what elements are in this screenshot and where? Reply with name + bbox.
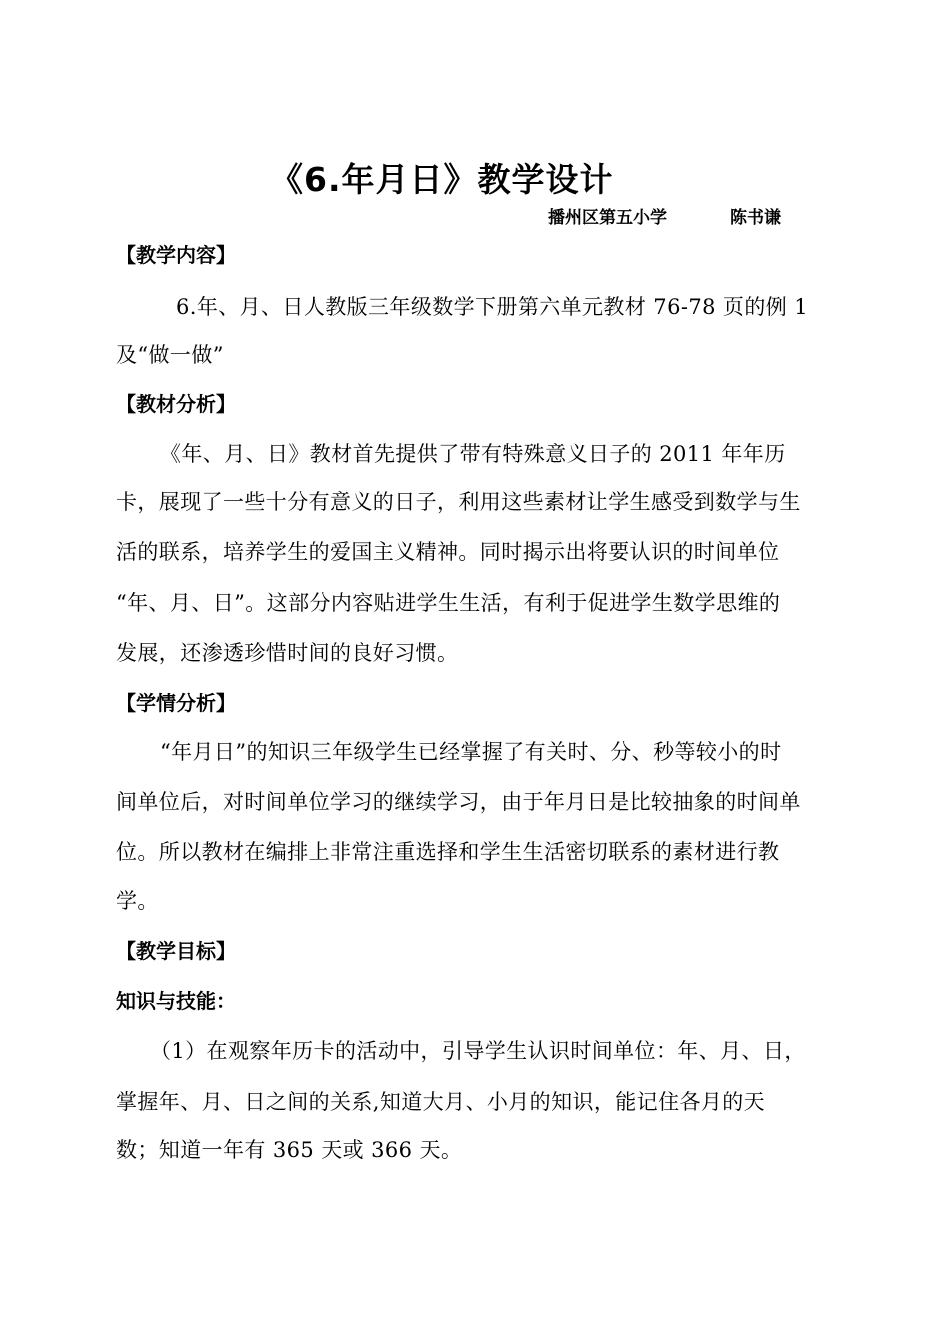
paragraph-line: 数；知道一年有 365 天或 366 天。	[116, 1138, 463, 1162]
paragraph-line: 及“做一做”	[116, 343, 224, 367]
paragraph-line: 位。所以教材在编排上非常注重选择和学生生活密切联系的素材进行教	[116, 840, 780, 864]
paragraph-line: （1）在观察年历卡的活动中，引导学生认识时间单位：年、月、日，	[150, 1039, 806, 1063]
paragraph-line: 学。	[116, 889, 159, 913]
school-name: 播州区第五小学	[548, 208, 667, 228]
section-heading-goals: 【教学目标】	[116, 939, 236, 963]
paragraph-line: 6.年、月、日人教版三年级数学下册第六单元教材 76-78 页的例 1	[176, 295, 808, 319]
paragraph-line: 卡，展现了一些十分有意义的日子，利用这些素材让学生感受到数学与生	[116, 490, 801, 514]
paragraph-line: 《年、月、日》教材首先提供了带有特殊意义日子的 2011 年年历	[160, 442, 786, 466]
paragraph-line: “年、月、日”。这部分内容贴进学生生活，有利于促进学生数学思维的	[116, 591, 781, 615]
paragraph-line: “年月日”的知识三年级学生已经掌握了有关时、分、秒等较小的时	[160, 740, 782, 764]
paragraph-line: 掌握年、月、日之间的关系,知道大月、小月的知识，能记住各月的天	[116, 1090, 766, 1114]
paragraph-line: 活的联系，培养学生的爱国主义精神。同时揭示出将要认识的时间单位	[116, 540, 780, 564]
document-title: 《6.年月日》教学设计	[270, 160, 614, 199]
author-name: 陈书谦	[730, 208, 781, 228]
section-heading-students: 【学情分析】	[116, 691, 236, 715]
subheading-knowledge-skills: 知识与技能：	[116, 989, 236, 1013]
paragraph-line: 发展，还渗透珍惜时间的良好习惯。	[116, 641, 459, 665]
paragraph-line: 间单位后，对时间单位学习的继续学习，由于年月日是比较抽象的时间单	[116, 790, 801, 814]
section-heading-material: 【教材分析】	[116, 392, 236, 416]
section-heading-content: 【教学内容】	[116, 243, 236, 267]
